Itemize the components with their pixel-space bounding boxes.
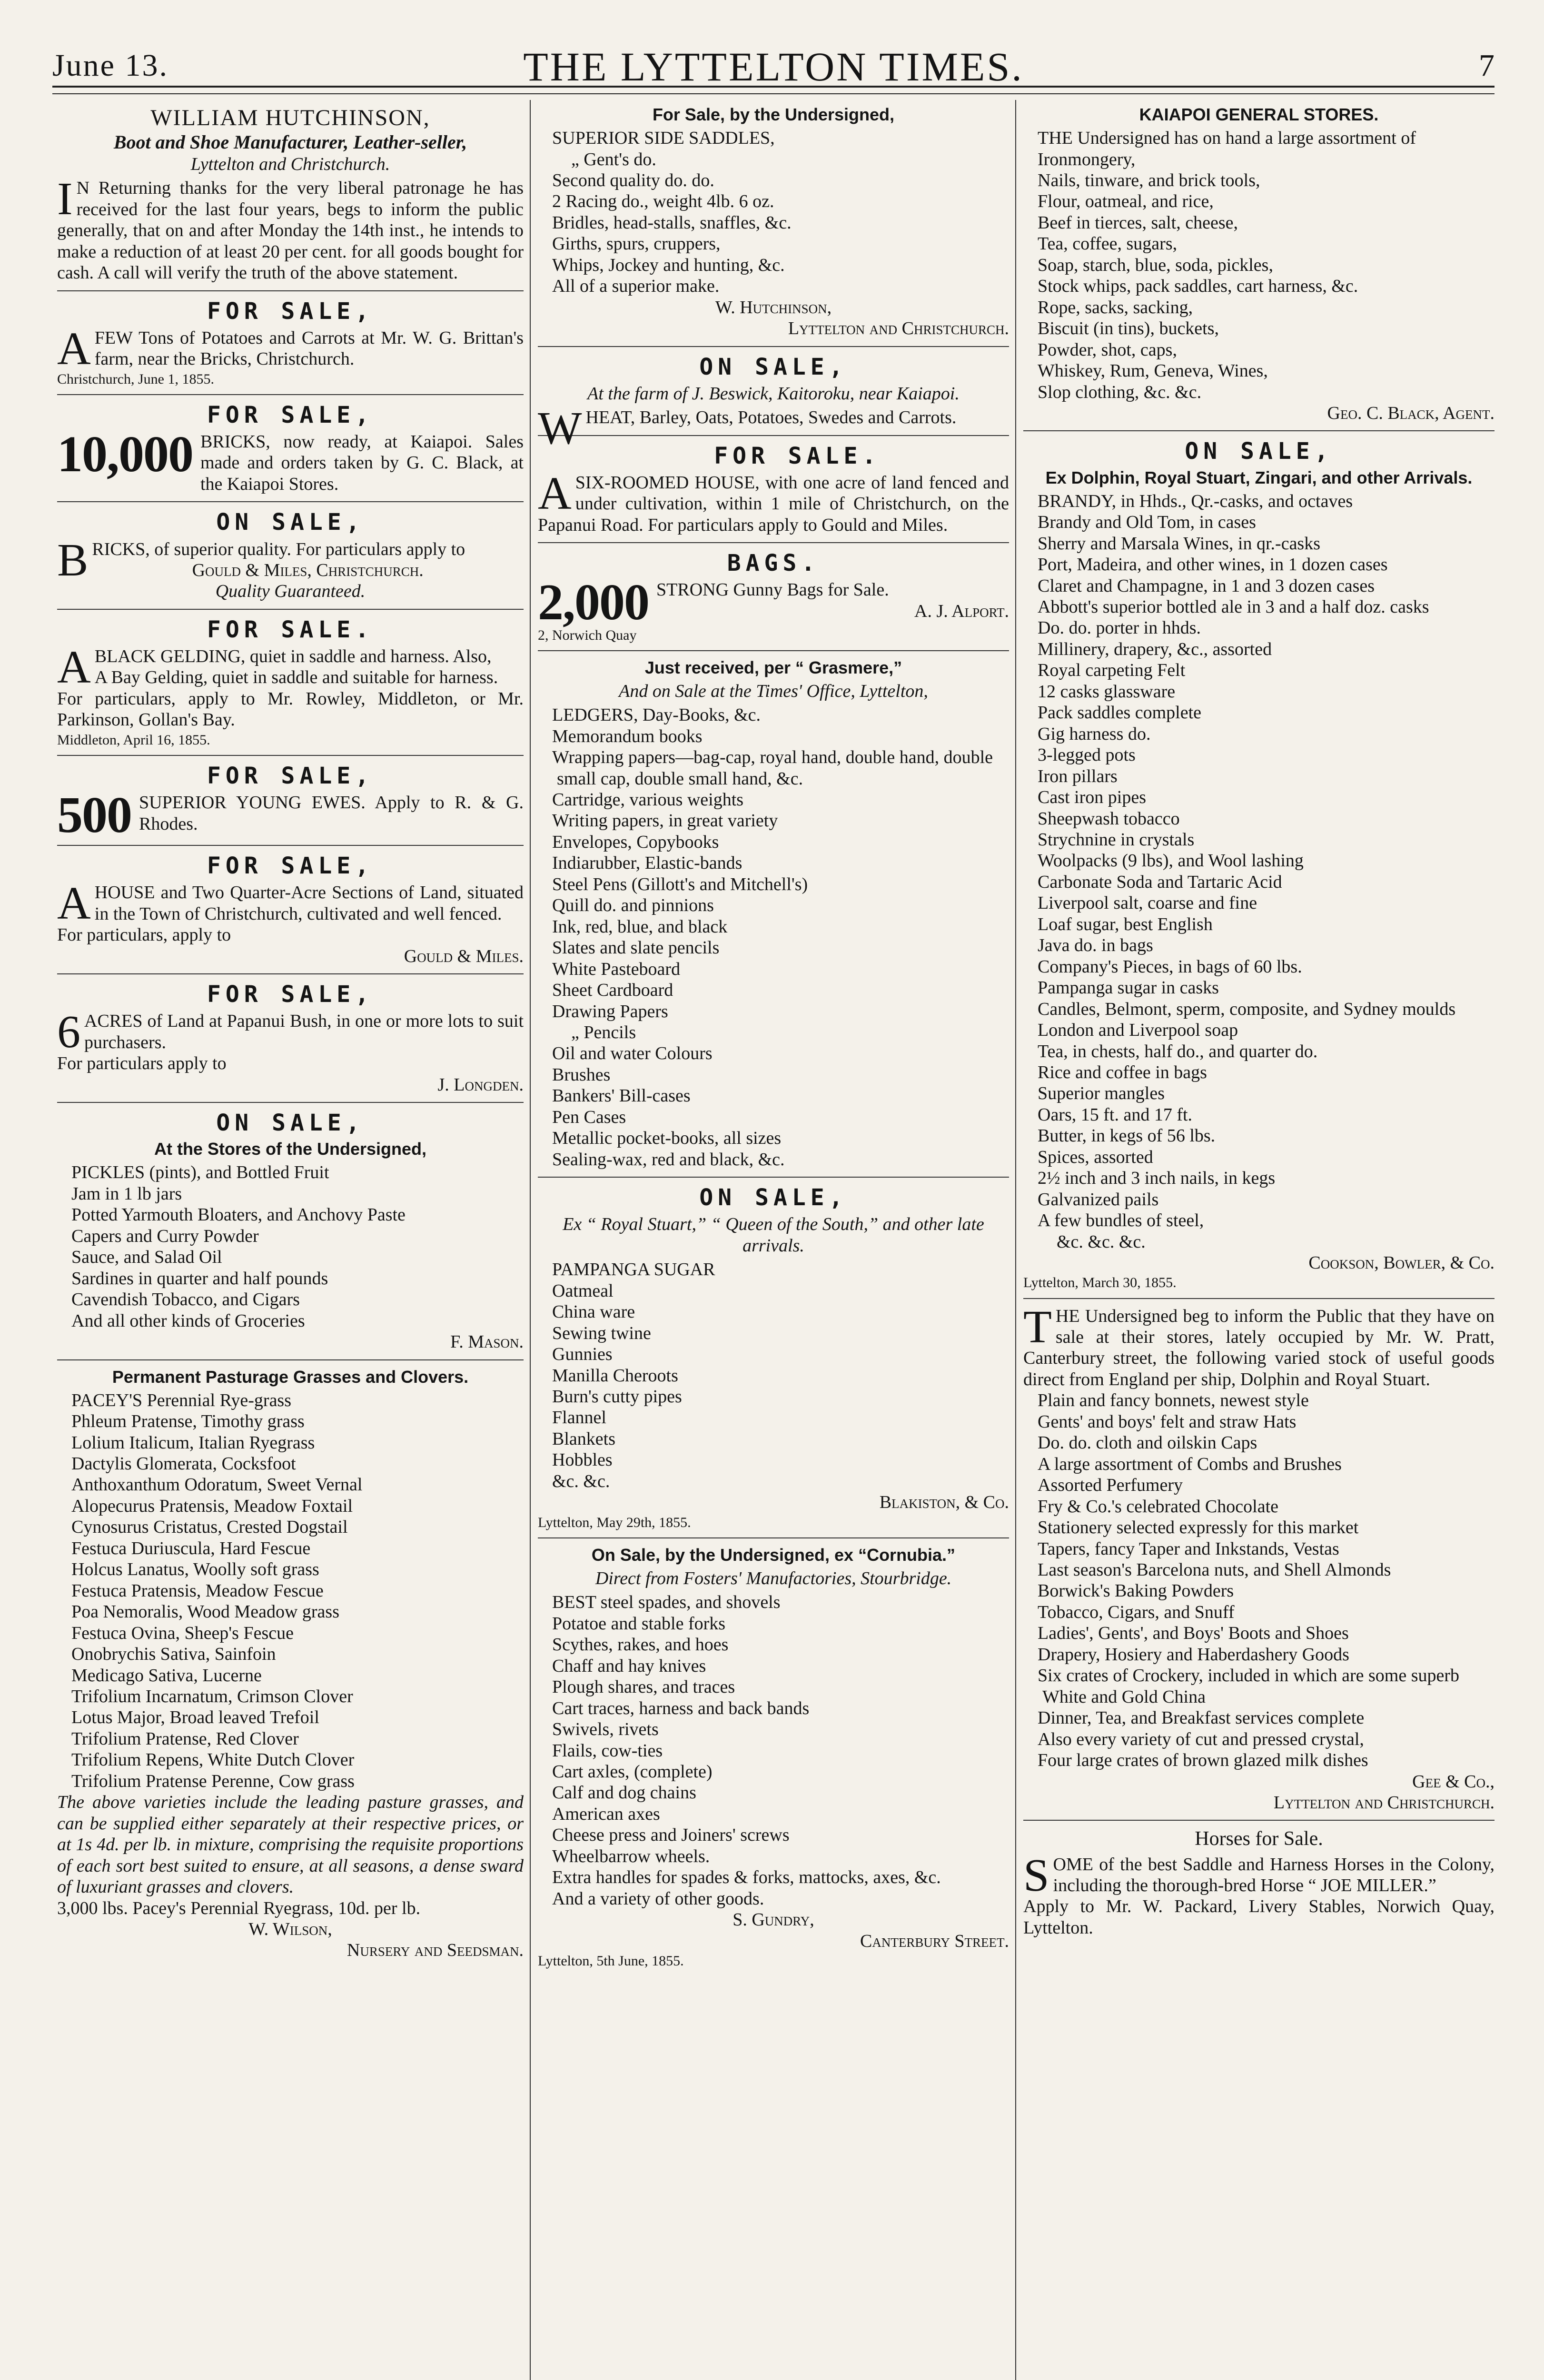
ad-heading: FOR SALE, <box>207 401 374 428</box>
divider <box>57 501 524 502</box>
list-item: Sealing-wax, red and black, &c. <box>552 1149 785 1170</box>
ad-grasmere <box>538 658 1009 1170</box>
ad-bricks-quality <box>57 509 524 602</box>
list-item: Tea, coffee, sugars, <box>1038 234 1178 254</box>
ad-signature: F. Mason. <box>450 1332 524 1352</box>
ad-heading: FOR SALE, <box>207 981 374 1008</box>
ad-dateline: Lyttelton, May 29th, 1855. <box>538 1514 691 1530</box>
masthead <box>52 14 1495 89</box>
list-item: A few bundles of steel, <box>1038 1210 1204 1231</box>
list-item: Do. do. porter in hhds. <box>1038 618 1201 638</box>
column-divider <box>530 100 531 2380</box>
list-item: American axes <box>552 1804 660 1824</box>
list-item: Plough shares, and traces <box>552 1677 735 1697</box>
ad-bags <box>538 550 1009 643</box>
list-item: Blankets <box>552 1428 615 1449</box>
ad-heading: ON SALE, <box>216 1110 365 1137</box>
list-item: Oil and water Colours <box>552 1043 713 1064</box>
ad-dolphin <box>1023 438 1495 1291</box>
ad-hutchinson <box>57 105 524 284</box>
ad-wheat <box>538 353 1009 455</box>
ad-signature: Canterbury Street. <box>860 1931 1009 1951</box>
list-item: PACEY'S Perennial Rye-grass <box>71 1390 292 1410</box>
ad-kaiapoi-stores <box>1023 105 1495 424</box>
list-item: Sheepwash tobacco <box>1038 808 1180 829</box>
ad-signature: Cookson, Bowler, & Co. <box>1308 1253 1495 1273</box>
divider <box>57 1102 524 1103</box>
ad-dateline: Lyttelton, March 30, 1855. <box>1023 1275 1177 1291</box>
list-item: Writing papers, in great variety <box>552 811 778 831</box>
list-item: Sheet Cardboard <box>552 980 673 1001</box>
ad-signature: Blakiston, & Co. <box>879 1492 1009 1513</box>
divider <box>538 1537 1009 1538</box>
list-item: Swivels, rivets <box>552 1719 659 1740</box>
list-item: Memorandum books <box>552 726 703 746</box>
issue-date: June 13. <box>52 48 168 83</box>
list-item: Abbott's superior bottled ale in 3 and a half doz. casks <box>1038 596 1429 617</box>
list-item: Pack saddles complete <box>1038 703 1202 723</box>
list-item: Dinner, Tea, and Breakfast services complete <box>1038 1708 1365 1728</box>
list-item: 2½ inch and 3 inch nails, in kegs <box>1038 1168 1276 1189</box>
list-item: Cavendish Tobacco, and Cigars <box>71 1289 300 1310</box>
list-item: Galvanized pails <box>1038 1189 1159 1210</box>
list-item: Burn's cutty pipes <box>552 1386 682 1407</box>
list-item: Brandy and Old Tom, in cases <box>1038 512 1256 533</box>
divider <box>538 1177 1009 1178</box>
ad-pampanga <box>538 1184 1009 1531</box>
ad-pratt-stores <box>1023 1301 1495 1814</box>
list-item: Millinery, drapery, &c., assorted <box>1038 639 1272 659</box>
list-item: Whiskey, Rum, Geneva, Wines, <box>1038 361 1268 381</box>
list-item: And all other kinds of Groceries <box>71 1310 305 1331</box>
list-item: BRANDY, in Hhds., Qr.-casks, and octaves <box>1038 491 1353 511</box>
item-list <box>57 1390 524 1792</box>
ad-heading: Just received, per “ Grasmere,” <box>644 657 902 677</box>
ad-body: For particulars, apply to Mr. Rowley, Middleton, or Mr. Parkinson, Gollan's Bay. <box>57 688 524 730</box>
ad-potatoes <box>57 298 524 387</box>
list-item: Jam in 1 lb jars <box>71 1183 182 1204</box>
list-item: Butter, in kegs of 56 lbs. <box>1038 1126 1216 1146</box>
divider <box>57 845 524 846</box>
list-item: Wrapping papers—bag-cap, royal hand, double hand, double small cap, double small hand, &c. <box>552 747 993 789</box>
list-item: PAMPANGA SUGAR <box>552 1259 715 1280</box>
list-item: London and Liverpool soap <box>1038 1020 1238 1041</box>
list-item: Wheelbarrow wheels. <box>552 1846 710 1866</box>
list-item: Girths, spurs, cruppers, <box>552 234 721 254</box>
ad-gelding <box>57 616 524 748</box>
ad-signature: W. Wilson, <box>248 1919 332 1939</box>
list-item: Trifolium Pratense, Red Clover <box>71 1728 299 1749</box>
list-item: Soap, starch, blue, soda, pickles, <box>1038 255 1273 275</box>
list-item: Ironmongery, <box>1038 149 1136 169</box>
list-item: Trifolium Repens, White Dutch Clover <box>71 1750 355 1770</box>
ad-body: SUPERIOR YOUNG EWES. Apply to R. & G. Rhodes. <box>139 793 524 834</box>
list-item: Fry & Co.'s celebrated Chocolate <box>1038 1496 1278 1517</box>
item-list <box>538 1592 1009 1909</box>
ad-signature: W. Hutchinson, <box>715 297 832 317</box>
item-list <box>538 1259 1009 1492</box>
list-item: Capers and Curry Powder <box>71 1226 259 1246</box>
ad-signature: Lyttelton and Christchurch. <box>1273 1793 1495 1813</box>
list-item: Cheese press and Joiners' screws <box>552 1825 790 1845</box>
list-item: Iron pillars <box>1038 766 1118 786</box>
list-item: Flails, cow-ties <box>552 1740 663 1761</box>
ad-body: BRICKS, of superior quality. For particulars apply to <box>57 534 465 586</box>
list-item: Alopecurus Pratensis, Meadow Foxtail <box>71 1496 353 1516</box>
list-item: Flour, oatmeal, and rice, <box>1038 191 1214 212</box>
ad-dateline: Christchurch, June 1, 1855. <box>57 371 214 387</box>
list-item: Stationery selected expressly for this market <box>1038 1517 1359 1538</box>
ad-signature: Gee & Co., <box>1412 1771 1495 1792</box>
divider <box>538 435 1009 436</box>
ad-heading: FOR SALE, <box>207 298 374 325</box>
list-item: Bridles, head-stalls, snaffles, &c. <box>552 212 792 233</box>
ad-number: 2,000 <box>538 574 649 631</box>
list-item: Holcus Lanatus, Woolly soft grass <box>71 1559 319 1580</box>
ad-heading: For Sale, by the Undersigned, <box>652 105 895 124</box>
divider <box>57 609 524 610</box>
divider <box>538 650 1009 651</box>
list-item: Cart axles, (complete) <box>552 1761 713 1782</box>
list-item: Steel Pens (Gillott's and Mitchell's) <box>552 874 808 894</box>
divider <box>538 542 1009 543</box>
list-item: Metallic pocket-books, all sizes <box>552 1128 782 1149</box>
ad-body: A Bay Gelding, quiet in saddle and suitable for harness. <box>94 667 498 688</box>
list-item: A large assortment of Combs and Brushes <box>1038 1454 1342 1474</box>
list-item: Dactylis Glomerata, Cocksfoot <box>71 1454 296 1474</box>
ad-note: 3,000 lbs. Pacey's Perennial Ryegrass, 10d. per lb. <box>57 1898 421 1918</box>
divider <box>57 755 524 756</box>
list-item: Also every variety of cut and pressed crystal, <box>1038 1729 1364 1749</box>
item-list <box>1023 1390 1495 1771</box>
list-item: Oatmeal <box>552 1280 614 1301</box>
item-list <box>1023 491 1495 1252</box>
ad-body: ASIX-ROOMED HOUSE, with one acre of land fenced and under cultivation, within 1 mile of Christchurch, on the Papanui Road. For particulars apply to Gould and Miles. <box>538 467 1009 535</box>
list-item: Slop clothing, &c. &c. <box>1038 382 1202 402</box>
list-item: Rice and coffee in bags <box>1038 1062 1207 1082</box>
list-item: Manilla Cheroots <box>552 1365 678 1386</box>
list-item: Borwick's Baking Powders <box>1038 1581 1234 1601</box>
ad-cornubia <box>538 1545 1009 1969</box>
list-item: Bankers' Bill-cases <box>552 1086 691 1106</box>
list-item: Tea, in chests, half do., and quarter do. <box>1038 1041 1318 1061</box>
list-item: PICKLES (pints), and Bottled Fruit <box>71 1162 329 1183</box>
ad-body: BRICKS, now ready, at Kaiapoi. Sales made and orders taken by G. C. Black, at the Kaiapoi Stores. <box>200 431 524 494</box>
list-item: Strychnine in crystals <box>1038 829 1195 850</box>
list-item: Envelopes, Copybooks <box>552 832 719 852</box>
list-item: Slates and slate pencils <box>552 938 720 958</box>
list-item: Drapery, Hosiery and Haberdashery Goods <box>1038 1644 1349 1665</box>
list-item: Calf and dog chains <box>552 1783 696 1803</box>
newspaper-title: THE LYTTELTON TIMES. <box>523 44 1024 89</box>
divider <box>57 394 524 395</box>
list-item: China ware <box>552 1302 635 1322</box>
page-number: 7 <box>1479 48 1495 83</box>
ad-signature: A. J. Alport. <box>914 601 1009 621</box>
ad-heading: Permanent Pasturage Grasses and Clovers. <box>112 1367 469 1387</box>
divider <box>1023 1820 1495 1821</box>
list-item: Poa Nemoralis, Wood Meadow grass <box>71 1602 339 1622</box>
ad-pickles <box>57 1110 524 1352</box>
ad-signature: Gould & Miles. <box>404 946 524 966</box>
list-item: „ Gent's do. <box>571 149 656 169</box>
list-item: Last season's Barcelona nuts, and Shell Almonds <box>1038 1560 1391 1580</box>
ad-heading: ON SALE, <box>1185 438 1333 465</box>
ad-ewes <box>57 762 524 844</box>
list-item: Lolium Italicum, Italian Ryegrass <box>71 1432 315 1453</box>
ad-body: SOME of the best Saddle and Harness Horses in the Colony, including the thorough-bred Horse “ JOE MILLER.” <box>1023 1849 1495 1901</box>
divider <box>1023 430 1495 431</box>
list-item: Ladies', Gents', and Boys' Boots and Shoes <box>1038 1623 1349 1644</box>
ad-signature: Lyttelton and Christchurch. <box>788 318 1009 339</box>
ad-signature: Geo. C. Black, Agent. <box>1327 403 1495 423</box>
ad-heading: FOR SALE, <box>207 762 374 789</box>
ad-body: AHOUSE and Two Quarter-Acre Sections of Land, situated in the Town of Christchurch, cultivated and well fenced. <box>57 878 524 930</box>
ad-heading: On Sale, by the Undersigned, ex “Cornubia.” <box>591 1545 956 1565</box>
ad-body: WHEAT, Barley, Oats, Potatoes, Swedes and Carrots. <box>538 403 957 455</box>
list-item: Onobrychis Sativa, Sainfoin <box>71 1644 276 1665</box>
ad-dateline: 2, Norwich Quay <box>538 627 637 643</box>
ad-saddles <box>538 105 1009 339</box>
masthead-rule-thin <box>52 93 1495 94</box>
ad-signature: Nursery and Seedsman. <box>346 1940 524 1961</box>
list-item: Festuca Pratensis, Meadow Fescue <box>71 1580 324 1601</box>
list-item: Cartridge, various weights <box>552 790 744 810</box>
list-item: Candles, Belmont, sperm, composite, and Sydney moulds <box>1038 999 1456 1019</box>
list-item: Cart traces, harness and back bands <box>552 1698 810 1718</box>
list-item: Trifolium Pratense Perenne, Cow grass <box>71 1771 355 1791</box>
column-divider <box>1015 100 1016 2380</box>
ad-body: AFEW Tons of Potatoes and Carrots at Mr. W. G. Brittan's farm, near the Bricks, Christchurch. <box>57 323 524 375</box>
list-item: &c. &c. <box>552 1471 610 1491</box>
list-item: Potted Yarmouth Bloaters, and Anchovy Paste <box>71 1205 406 1225</box>
ad-heading: FOR SALE. <box>207 616 374 643</box>
list-item: Beef in tierces, salt, cheese, <box>1038 212 1238 233</box>
ad-heading: ON SALE, <box>216 509 365 536</box>
list-item: SUPERIOR SIDE SADDLES, <box>552 128 775 149</box>
list-item: Medicago Sativa, Lucerne <box>71 1665 262 1686</box>
ad-body: IN Returning thanks for the very liberal patronage he has received for the last four years, begs to inform the public generally, that on and after Monday the 14th inst., he intends to make a reduction of at least 20 per cent. for all goods bought for cash. A call will verify the truth of the above statement. <box>57 173 524 283</box>
list-item: Cynosurus Cristatus, Crested Dogstail <box>71 1517 348 1537</box>
list-item: Sewing twine <box>552 1323 651 1343</box>
list-item: Assorted Perfumery <box>1038 1475 1183 1496</box>
list-item: Indiarubber, Elastic-bands <box>552 853 742 873</box>
list-item: Six crates of Crockery, included in which are some superb White and Gold China <box>1038 1666 1460 1707</box>
list-item: Festuca Duriuscula, Hard Fescue <box>71 1538 311 1558</box>
divider <box>57 973 524 974</box>
list-item: Carbonate Soda and Tartaric Acid <box>1038 872 1282 892</box>
ad-dateline: Lyttelton, 5th June, 1855. <box>538 1953 684 1969</box>
ad-trade: Boot and Shoe Manufacturer, Leather-seller, <box>113 131 467 153</box>
list-item: Pen Cases <box>552 1107 626 1127</box>
list-item: Tobacco, Cigars, and Snuff <box>1038 1602 1235 1622</box>
item-list <box>1023 128 1495 403</box>
list-item: Cast iron pipes <box>1038 787 1146 808</box>
list-item: THE Undersigned has on hand a large assortment of <box>1038 128 1416 149</box>
ad-signature: J. Longden. <box>437 1074 524 1095</box>
item-list <box>57 1162 524 1331</box>
ad-body: THE Undersigned beg to inform the Public that they have on sale at their stores, lately occupied by Mr. W. Pratt, Canterbury street, the following varied stock of useful goods direct from England per ship, Dolphin and Royal Stuart. <box>1023 1301 1495 1389</box>
list-item: Spices, assorted <box>1038 1147 1153 1167</box>
list-item: Brushes <box>552 1064 611 1085</box>
divider <box>57 290 524 291</box>
ad-six-roomed-house <box>538 443 1009 536</box>
ad-subheading: Ex “ Royal Stuart,” “ Queen of the South,” and other late arrivals. <box>563 1214 984 1256</box>
list-item: Tapers, fancy Taper and Inkstands, Vestas <box>1038 1538 1339 1559</box>
ad-heading: BAGS. <box>727 550 820 577</box>
ad-subheading: At the Stores of the Undersigned, <box>154 1139 427 1159</box>
list-item: Potatoe and stable forks <box>552 1613 726 1634</box>
ad-heading: ON SALE, <box>699 353 848 380</box>
list-item: Powder, shot, caps, <box>1038 339 1177 360</box>
list-item: Festuca Ovina, Sheep's Fescue <box>71 1623 294 1643</box>
ad-house <box>57 853 524 967</box>
list-item: Ink, red, blue, and black <box>552 916 728 937</box>
list-item: Lotus Major, Broad leaved Trefoil <box>71 1707 319 1728</box>
ad-place: Lyttelton and Christchurch. <box>190 154 390 174</box>
item-list <box>538 128 1009 297</box>
list-item: Extra handles for spades & forks, mattocks, axes, &c. <box>552 1867 941 1888</box>
list-item: Oars, 15 ft. and 17 ft. <box>1038 1104 1193 1125</box>
item-list <box>538 704 1009 1170</box>
ad-heading: FOR SALE, <box>207 853 374 880</box>
column-2 <box>538 105 1009 2380</box>
list-item: Superior mangles <box>1038 1083 1165 1104</box>
list-item: Woolpacks (9 lbs), and Wool lashing <box>1038 851 1304 871</box>
list-item: 12 casks glassware <box>1038 681 1176 702</box>
list-item: Anthoxanthum Odoratum, Sweet Vernal <box>71 1475 363 1495</box>
ad-title: WILLIAM HUTCHINSON, <box>150 105 430 130</box>
list-item: Phleum Pratense, Timothy grass <box>71 1411 305 1432</box>
list-item: Four large crates of brown glazed milk dishes <box>1038 1750 1368 1771</box>
list-item: Nails, tinware, and brick tools, <box>1038 170 1260 191</box>
list-item: Sauce, and Salad Oil <box>71 1247 222 1268</box>
ad-subheading: At the farm of J. Beswick, Kaitoroku, near Kaiapoi. <box>587 383 960 404</box>
column-3 <box>1023 105 1495 2380</box>
list-item: Java do. in bags <box>1038 935 1153 956</box>
list-item: Second quality do. do. <box>552 170 714 191</box>
list-item: Do. do. cloth and oilskin Caps <box>1038 1433 1257 1453</box>
ad-signature: Gould & Miles, Christchurch. <box>192 560 424 580</box>
list-item: Sherry and Marsala Wines, in qr.-casks <box>1038 533 1321 554</box>
ad-heading: ON SALE, <box>699 1184 848 1211</box>
list-item: Rope, sacks, sacking, <box>1038 297 1193 317</box>
list-item: 3-legged pots <box>1038 745 1136 765</box>
ad-dateline: Middleton, April 16, 1855. <box>57 732 210 748</box>
list-item: LEDGERS, Day-Books, &c. <box>552 705 761 725</box>
divider <box>57 1359 524 1360</box>
ad-heading: KAIAPOI GENERAL STORES. <box>1139 105 1379 124</box>
list-item: Quill do. and pinnions <box>552 895 714 916</box>
column-1 <box>57 105 524 2380</box>
ad-body: For particulars, apply to <box>57 925 231 945</box>
ad-note: Quality Guaranteed. <box>215 581 366 602</box>
list-item: Royal carpeting Felt <box>1038 660 1186 681</box>
list-item: Gig harness do. <box>1038 724 1151 744</box>
list-item: Chaff and hay knives <box>552 1656 706 1676</box>
ad-note: The above varieties include the leading pasture grasses, and can be supplied either separately at their respective prices, or at 1s 4d. per lb. in mixture, comprising the requisite proportions of each sort best suited to ensure, at all seasons, a dense sward of luxuriant grasses and clovers. <box>57 1792 524 1897</box>
list-item: Whips, Jockey and hunting, &c. <box>552 255 785 275</box>
ad-body: STRONG Gunny Bags for Sale. <box>656 580 889 600</box>
ad-grasses <box>57 1367 524 1961</box>
ad-body: For particulars apply to <box>57 1053 227 1074</box>
list-item: Plain and fancy bonnets, newest style <box>1038 1390 1309 1411</box>
list-item: Sardines in quarter and half pounds <box>71 1268 328 1289</box>
list-item: Port, Madeira, and other wines, in 1 dozen cases <box>1038 555 1388 575</box>
list-item: Flannel <box>552 1408 606 1428</box>
ad-number: 10,000 <box>57 426 193 483</box>
list-item: Claret and Champagne, in 1 and 3 dozen cases <box>1038 575 1375 596</box>
ad-bricks <box>57 402 524 495</box>
divider <box>1023 1298 1495 1299</box>
list-item: Trifolium Incarnatum, Crimson Clover <box>71 1686 353 1706</box>
divider <box>538 346 1009 347</box>
list-item: Drawing Papers <box>552 1001 668 1021</box>
ad-heading: FOR SALE. <box>714 442 881 469</box>
list-item: Hobbles <box>552 1450 613 1470</box>
ad-subheading: Ex Dolphin, Royal Stuart, Zingari, and other Arrivals. <box>1045 467 1473 487</box>
list-item: „ Pencils <box>571 1022 636 1043</box>
list-item: Biscuit (in tins), buckets, <box>1038 318 1219 339</box>
ad-body: ABLACK GELDING, quiet in saddle and harness. Also, <box>57 642 492 694</box>
list-item: Company's Pieces, in bags of 60 lbs. <box>1038 956 1302 977</box>
ad-horses <box>1023 1827 1495 1938</box>
ad-signature: S. Gundry, <box>732 1910 814 1930</box>
list-item: Pampanga sugar in casks <box>1038 978 1219 998</box>
ad-subheading: And on Sale at the Times' Office, Lyttelton, <box>619 681 928 701</box>
list-item: &c. &c. &c. <box>1057 1231 1146 1252</box>
ad-heading: Horses for Sale. <box>1195 1828 1323 1850</box>
masthead-rule <box>52 86 1495 88</box>
list-item: All of a superior make. <box>552 276 720 297</box>
list-item: Liverpool salt, coarse and fine <box>1038 893 1257 913</box>
list-item: Stock whips, pack saddles, cart harness, &c. <box>1038 276 1358 297</box>
list-item: 2 Racing do., weight 4lb. 6 oz. <box>552 191 774 212</box>
list-item: Loaf sugar, best English <box>1038 914 1213 934</box>
ad-body: Apply to Mr. W. Packard, Livery Stables, Norwich Quay, Lyttelton. <box>1023 1896 1495 1938</box>
ad-land <box>57 981 524 1095</box>
ad-number: 500 <box>57 787 131 844</box>
list-item: Scythes, rakes, and hoes <box>552 1635 729 1655</box>
list-item: White Pasteboard <box>552 959 681 979</box>
ad-subheading: Direct from Fosters' Manufactories, Stourbridge. <box>595 1568 952 1588</box>
ad-body: 6ACRES of Land at Papanui Bush, in one or more lots to suit purchasers. <box>57 1006 524 1058</box>
list-item: BEST steel spades, and shovels <box>552 1592 781 1613</box>
list-item: Gents' and boys' felt and straw Hats <box>1038 1411 1297 1432</box>
list-item: And a variety of other goods. <box>552 1888 764 1909</box>
list-item: Gunnies <box>552 1344 613 1365</box>
